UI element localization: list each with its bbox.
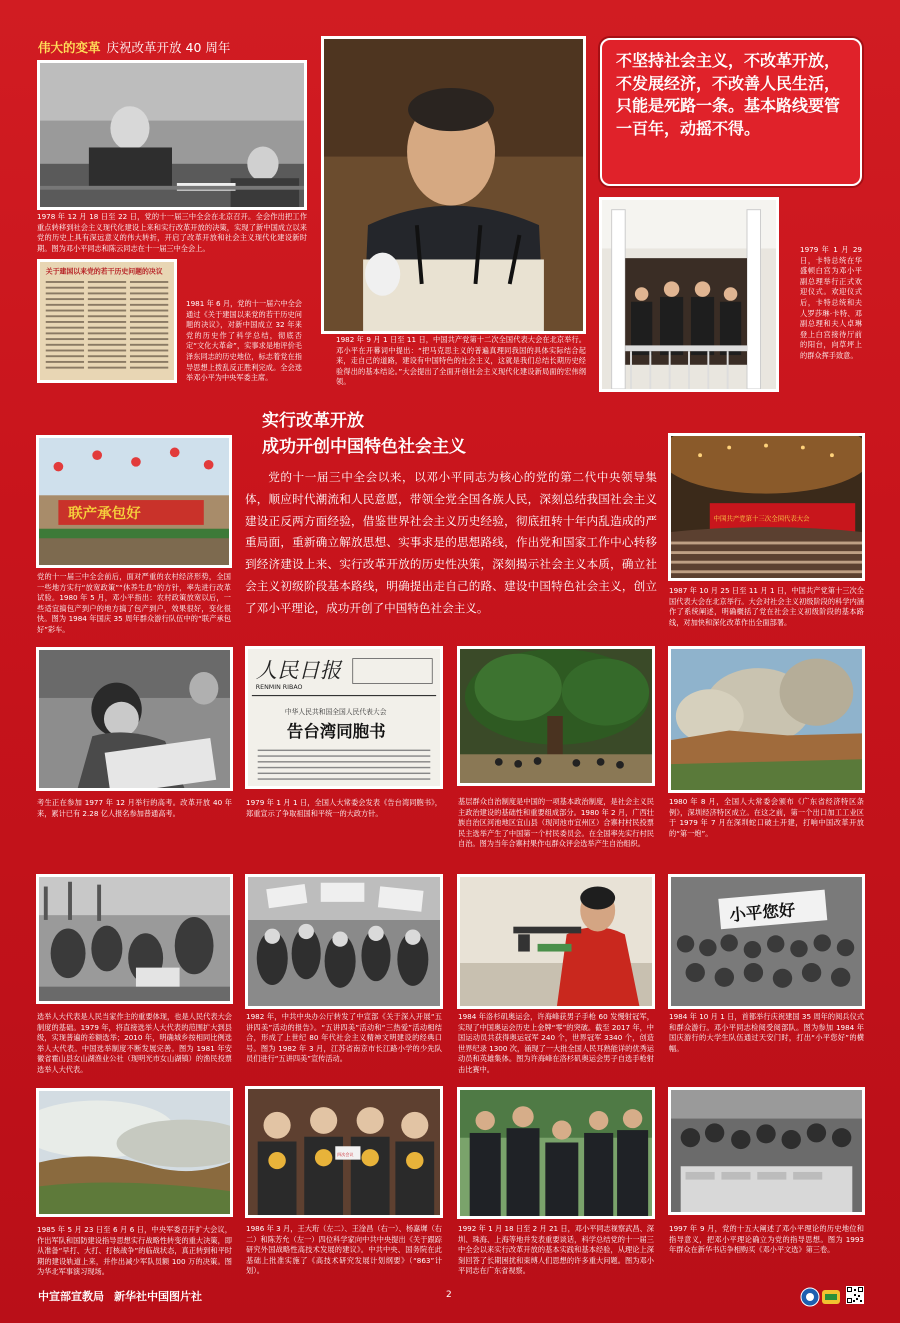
caption-wujiang-simei: 1982 年，中共中央办公厅转发了中宣部《关于深入开展“五讲四美”活动的报告》。“五讲四美”活动和“三热爱”活动相结合，形成了上世纪 80 年代社会主义精神文明建设的经典口号。图为 1982 年 3 月，江苏省南京市长江路小学的少先队员们进行“五讲四美”宣传活动。 xyxy=(246,1012,442,1064)
photo-shekou-blast xyxy=(668,646,865,793)
qr-code-icon[interactable] xyxy=(846,1286,864,1304)
caption-parade-float: 党的十一届三中全会前后，面对严重的农村经济形势，全国一些地方实行“放宽政策”“休养生息”的方针，率先进行改革试验。1980 年 5 月，邓小平指出：农村政策放宽以后，一些适宜搞包产到户的地方搞了包产到户，效果很好，变化很快。图为 1984 年国庆 35 周年群众游行队伍中的“联产承包好”彩车。 xyxy=(37,572,231,634)
photo-village-tree xyxy=(457,646,655,786)
section-body: 党的十一届三中全会以来，以邓小平同志为核心的党的第二代中央领导集体，顺应时代潮流和人民意愿，带领全党全国各族人民，深刻总结我国社会主义建设正反两方面经验，借鉴世界社会主义历史经验，彻底扭转十年内乱造成的严重局面，重新确立解放思想、实事求是的思想路线，作出党和国家工作中心转移到经济建设上来、实行改革开放的历史性决策，深刻揭示社会主义本质，确立社会主义初级阶段基本路线，明确提出走自己的路、建设中国特色社会主义，创立了邓小平理论，成功开创了中国特色社会主义。 xyxy=(245,470,657,615)
photo-xu-haifeng xyxy=(457,874,655,1009)
footer-logo-icon xyxy=(800,1287,842,1307)
caption-thirteenth-congress: 1987 年 10 月 25 日至 11 月 1 日，中国共产党第十三次全国代表大会在北京举行。大会对社会主义初级阶段的科学内涵作了系统阐述，明确概括了党在社会主义初级阶段的基本路线，对加快和深化改革作出全面部署。 xyxy=(669,586,864,627)
renmin-masthead: 人民日报 xyxy=(255,657,342,683)
photo-resolution-newspaper xyxy=(37,259,177,383)
photo-fishermen-election xyxy=(36,874,233,1004)
caption-national-day-1984: 1984 年 10 月 1 日，首都举行庆祝建国 35 周年的阅兵仪式和群众游行。邓小平同志检阅受阅部队。图为参加 1984 年国庆游行的大学生队伍通过天安门时，打出“小平您好”的横幅。 xyxy=(669,1012,864,1053)
caption-xu-haifeng: 1984 年洛杉矶奥运会，许海峰获男子手枪 60 发慢射冠军，实现了中国奥运会历史上金牌“零”的突破。截至 2017 年，中国运动员共获得奥运冠军 240 个，世界冠军 3340 个，创造世界纪录 1300 次，涌现了一大批全国人民耳熟能详的优秀运动员和英雄集体。图为许海峰在洛杉矶奥运会男子自选手枪射击比赛中。 xyxy=(458,1012,654,1074)
caption-renmin-ribao: 1979 年 1 月 1 日，全国人大常委会发表《告台湾同胞书》，郑重宣示了争取祖国和平统一的大政方针。 xyxy=(246,798,442,818)
photo-wujiang-simei xyxy=(245,874,443,1009)
renmin-headline: 告台湾同胞书 xyxy=(286,722,386,742)
newspaper-headline: 关于建国以来党的若干历史问题的决议 xyxy=(45,267,163,276)
series-title: 伟大的变革 xyxy=(38,40,101,55)
section-title-line2: 成功开创中国特色社会主义 xyxy=(262,437,466,457)
caption-gaokao: 考生正在参加 1977 年 12 月举行的高考。改革开放 40 年来，累计已有 2.28 亿人报名参加普通高考。 xyxy=(37,798,232,818)
photo-southern-tour xyxy=(457,1087,655,1219)
series-subtitle: 庆祝改革开放 40 周年 xyxy=(106,40,231,55)
caption-village-self-governance: 基层群众自治制度是中国的一项基本政治制度，是社会主义民主政治建设的基础性和重要组成部分。1980 年 2 月，广西壮族自治区河池地区宜山县（现河池市宜州区）合寨村村民投票民主选举产生了中国第一个村民委员会。在全国率先实行村民自治。图为当年合寨村果作屯群众评会选举产生自治组织。 xyxy=(458,797,654,849)
photo-twelfth-congress xyxy=(321,36,586,334)
caption-fishermen-election: 选举人大代表是人民当家作主的重要体现，也是人民代表大会制度的基础。1979 年，将直接选举人大代表的范围扩大到县级，实现普遍的差额选举；2010 年，明确城乡按相同比例选举人大代表。中国选举制度不断发展完善。图为 1981 年安徽省霍山县女山湖渔业公社（现明光市女山湖镇）的渔民投票选举人大代表。 xyxy=(37,1012,232,1074)
footer-publisher-xinhua: 新华社中国图片社 xyxy=(114,1290,202,1303)
caption-southern-tour: 1992 年 1 月 18 日至 2 月 21 日，邓小平同志视察武昌、深圳、珠海、上海等地并发表重要谈话，科学总结党的十一届三中全会以来实行改革开放的基本实践和基本经验，从理论上深刻回答了长期困扰和束缚人们思想的许多重大问题。图为邓小平同志在广东省视察。 xyxy=(458,1224,654,1276)
caption-third-plenum: 1978 年 12 月 18 日至 22 日，党的十一届三中全会在北京召开。全会作出把工作重点转移到社会主义现代化建设上来和实行改革开放的决策，实现了新中国成立以来党的历史上具有深远意义的伟大转折，开启了改革开放和社会主义现代化建设新时期。图为邓小平同志和陈云同志在十一届三中全会上。 xyxy=(37,212,307,253)
photo-military-exercise xyxy=(36,1088,233,1217)
photo-xiaoping-nihao xyxy=(668,874,865,1009)
float-banner-text: 联产承包好 xyxy=(68,506,141,523)
scientists-stamp: 四次会议 xyxy=(337,1151,354,1157)
caption-resolution: 1981 年 6 月，党的十一届六中全会通过《关于建国以来党的若干历史问题的决议》，对新中国成立 32 年来党的历史作了科学总结，彻底否定“文化大革命”，实事求是地评价毛泽东同志的历史地位，标志着党在指导思想上拨乱反正胜利完成。全会选举邓小平为中央军委主席。 xyxy=(186,299,302,383)
photo-selected-works xyxy=(668,1087,865,1215)
poster-header xyxy=(38,38,230,56)
caption-863-plan: 1986 年 3 月，王大珩（左二）、王淦昌（右一）、杨嘉墀（右二）和陈芳允（左一）四位科学家向中共中央提出《关于跟踪研究外国战略性高技术发展的建议》。中共中央、国务院在此基础上批准实施了《高技术研究发展计划纲要》（“863”计划）。 xyxy=(246,1224,442,1276)
photo-gaokao-exam xyxy=(36,647,233,791)
caption-selected-works: 1997 年 9 月，党的十五大阐述了邓小平理论的历史地位和指导意义，把邓小平理论确立为党的指导思想。图为 1993 年群众在新华书店争相购买《邓小平文选》第三卷。 xyxy=(669,1224,864,1255)
caption-white-house: 1979 年 1 月 29 日，卡特总统在华盛顿白宫为邓小平副总理举行正式欢迎仪式。欢迎仪式后，卡特总统和夫人罗莎琳·卡特、邓副总理和夫人卓琳登上白宫接待厅前的阳台，向草坪上的群众挥手致意。 xyxy=(800,245,862,360)
renmin-line1: 中华人民共和国全国人民代表大会 xyxy=(284,708,387,717)
footer-publisher-propaganda: 中宣部宣教局 xyxy=(38,1290,104,1303)
congress-banner-text: 中国共产党第十三次全国代表大会 xyxy=(713,515,810,523)
renmin-pinyin: RENMIN RIBAO xyxy=(255,684,303,692)
photo-renmin-ribao xyxy=(245,646,443,789)
quote-box: 不坚持社会主义，不改革开放，不发展经济，不改善人民生活，只能是死路一条。基本路线要管一百年，动摇不得。 xyxy=(600,38,862,186)
photo-white-house xyxy=(599,197,779,392)
photo-863-scientists xyxy=(245,1086,443,1218)
photo-parade-float xyxy=(36,435,232,568)
photo-thirteenth-congress xyxy=(668,433,865,581)
caption-military-exercise: 1985 年 5 月 23 日至 6 月 6 日，中央军委召开扩大会议，作出军队和国防建设指导思想实行战略性转变的重大决策，即从准备“早打、大打、打核战争”的临战状态，真正转到和平时期的建设轨道上来，并作出减少军队员额 100 万的决策。图为华北军事演习现场。 xyxy=(37,1225,232,1277)
xiaoping-banner-text: 小平您好 xyxy=(728,900,797,925)
caption-twelfth-congress: 1982 年 9 月 1 日至 11 日，中国共产党第十二次全国代表大会在北京举行。邓小平在开幕词中提出：“把马克思主义的普遍真理同我国的具体实际结合起来，走自己的道路，建设有中国特色的社会主义，这就是我们总结长期历史经验得出的基本结论。”大会提出了全面开创社会主义现代化建设新局面的宏伟纲领。 xyxy=(336,335,586,387)
caption-shenzhen-sez: 1980 年 8 月，全国人大常委会颁布《广东省经济特区条例》，深圳经济特区成立。在这之前，第一个出口加工工业区于 1979 年 7 月在深圳蛇口破土开建，打响中国改革开放的“第一炮”。 xyxy=(669,797,864,838)
page-number: 2 xyxy=(446,1290,452,1300)
section-title-line1: 实行改革开放 xyxy=(262,411,364,431)
photo-third-plenum xyxy=(37,60,307,210)
